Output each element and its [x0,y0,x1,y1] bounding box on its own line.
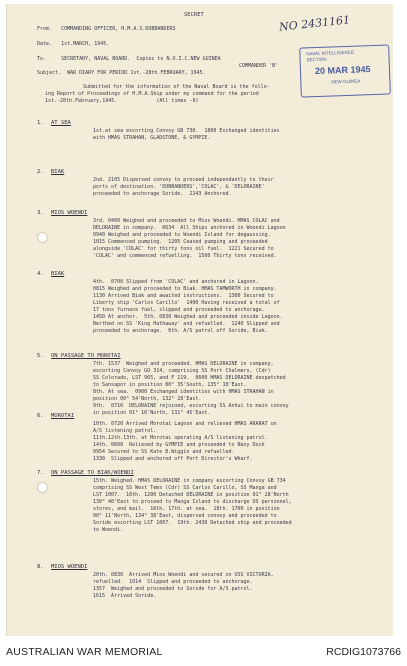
diary-entry-line: 8th. At sea. 0900 Exchanged identities with HMAS STRAHAN in [93,389,274,395]
archive-footer [0,638,407,666]
section-heading: ON PASSAGE TO BIAK/WOENDI [51,470,134,476]
header-date: Date. 1st.MARCH, 1945. [37,41,110,47]
punch-hole [37,232,48,243]
diary-entry-line: 17 tons furnace fuel, slipped and proceeded to anchorage. [93,307,265,313]
diary-entry-line: with HMAS STRAHAN, GLADSTONE, & GYMPIE. [93,135,211,141]
diary-entry-line: 15th. Weighed. HMAS DELORAINE in company escorting Convoy GB 734 [93,478,286,484]
diary-entry-line: escorting Convoy GO 314, comprising SS Port Chalmers, (Cdr) [93,368,271,374]
section-number: 7. [37,470,44,476]
intro-line: 1st.-28th.February,1945. (All times -9) [45,98,199,104]
diary-entry-line: 1615 Arrived Soride. [93,593,157,599]
diary-entry-line: 1450 At anchor. 5th. 0830 Weighed and proceeded inside Lagoon. [93,314,283,320]
section-heading: BIAK [51,271,65,277]
diary-entry-line: 0940 Weighed and proceeded to Woendi Island for degaussing. [93,232,271,238]
diary-entry-line: 00° 11'North, 134° 38'East, dispersed convoy and proceeded to [93,513,277,519]
punch-hole [37,482,48,493]
diary-entry-line: 9th. 0710 DELORAINE rejoined, escorting SS Anhui to main convoy [93,403,289,409]
diary-entry-line: proceeded to anchorage. 6th. A/S patrol off Soride, Biak. [93,328,268,334]
diary-entry-line: 1130 Arrived Biak and awaited instructions. 1300 Secured to [93,293,274,299]
diary-entry-line: 3rd. 0400 Weighed and proceeded to Mios Woendi. HMAS COLAC and [93,218,280,224]
handwritten-reference: NO 2431161 [278,13,351,34]
diary-entry-line: to Sansapor in position 00° 35'South, 135° 10'East. [93,382,247,388]
diary-entry-line: ports of destination. 'DUBBANDERS','COLAC', & 'DELORAINE' [93,184,265,190]
diary-entry-line: proceeded to anchorage Soride. 2243 Anchored. [93,191,232,197]
stamp-place: NEW GUINEA [331,78,361,85]
diary-entry-line: refuelled. 1014 Slipped and proceeded to anchorage. [93,579,253,585]
stamp-org: NAVAL INTELLIGENCE [306,49,355,57]
diary-entry-line: 11th.12th.13th. at Morotai operating A/S listening patrol. [93,435,268,441]
diary-entry-line: stores, and mail. 16th. 17th. at sea. 18th. 1700 in position [93,506,280,512]
diary-entry-line: Liberty ship 'Carlos Carillo' 1400 Having received a total of [93,300,280,306]
diary-entry-line: 2nd. 2105 Dispersed convoy to proceed independantly to their [93,177,274,183]
header-to-commander: COMMANDER 'B' [239,63,279,69]
diary-entry-line: 10th. 0720 Arrived Morotai Lagoon and relieved HMAS ARARAT on [93,421,277,427]
intro-line: Submitted for the information of the Naval Board is the follo- [83,84,270,90]
diary-entry-line: 1st.at sea escorting Convoy GB 730. 1800 Exchanged identities [93,128,280,134]
diary-entry-line: DELORAINE in company. 0634 All Ships anchored in Woendi Lagoon [93,225,286,231]
diary-entry-line: comprising SS West Tems (Cdr) SS Carlos Carillo, SS Manga and [93,485,277,491]
section-number: 6. [37,413,44,419]
diary-entry-line: in position 01° 16'North, 131° 45'East. [93,410,211,416]
section-heading: ON PASSAGE TO MOROTAI [51,353,121,359]
section-number: 1. [37,120,44,126]
section-number: 2. [37,169,44,175]
diary-entry-line: 4th. 0700 Slipped from 'COLAC' and anchored in Lagoon. [93,279,259,285]
diary-entry-line: 7th. 1537 Weighed and proceeded. HMAS DELORAINE in company, [93,361,274,367]
diary-entry-line: 1357 Weighed and proceeded to Soride for A/S patrol. [93,586,253,592]
section-heading: MIOS WOENDI [51,210,88,216]
header-from: From. COMMANDING OFFICER, H.M.A.S.DUBBANDERS [37,26,176,32]
section-heading: BIAK [51,169,65,175]
diary-entry-line: 20th. 0830 Arrived Mios Woendi and secured on USS VICTORIA, [93,572,274,578]
diary-entry-line: 0815 Weighed and proceeded to Biak. HMAS TAMWORTH in company. [93,286,277,292]
diary-entry-line: to Woendi. [93,527,124,533]
diary-entry-line: Berthed on SS 'King Hathaway' and refuelled. 1240 Slipped and [93,321,280,327]
classification-marking: SECRET [184,12,204,18]
intro-line: ing Report of Proceedings of H.M.A.Ship under my command for the period [45,91,259,97]
diary-entry-line: 130° 40'East to proceed to Manga Island to discharge US personnel, [93,499,292,505]
diary-entry-line: 14th. 0600 Relieved by GYMPIE and proceeded to Navy Dock [93,442,265,448]
header-to: To. SECRETARY, NAVAL BOARD. Copies to N.O.I.C.NEW GUINEA [37,56,221,62]
diary-entry-line: position 00° 54'North, 132° 28'East. [93,396,202,402]
section-number: 3. [37,210,44,216]
diary-entry-line: A/S listening patrol. [93,428,157,434]
diary-entry-line: 1330 Slipped and anchored off Port Director's Wharf. [93,456,253,462]
diary-entry-line: SS Colorado, LST 965, and F 119. 0600 HMAS DELORAINE despatched [93,375,286,381]
diary-entry-line: 'COLAC' and commenced refuelling. 1500 Thirty tons received. [93,253,277,259]
section-heading: MOROTAI [51,413,75,419]
diary-entry-line: LST 1007. 16th. 1200 Detached DELORAINE in position 01° 28'North [93,492,289,498]
section-heading: MIOS WOENDI [51,564,88,570]
record-id: RCDIG1073766 [326,646,401,658]
diary-entry-line: 1015 Commenced pumping. 1205 Ceased pumping and proceeded [93,239,268,245]
section-number: 8. [37,564,44,570]
section-number: 5. [37,353,44,359]
header-subject: Subject. WAR DIARY FOR PERIOD 1st.-28th.FEBRUARY, 1945. [37,70,206,76]
section-number: 4. [37,271,44,277]
diary-entry-line: 0954 Secured to SS Kate B.Wiggin and refuelled. [93,449,235,455]
diary-entry-line: alongside 'COLAC' for thirty tons oil fuel. 1221 Secured to [93,246,274,252]
stamp-org-section: SECTION [306,56,327,63]
section-heading: AT SEA [51,120,71,126]
diary-entry-line: Soride escorting LST 1007. 19th. 2430 Detached ship and proceeded [93,520,292,526]
document-page [6,4,393,636]
stamp-date: 20 MAR 1945 [314,64,371,77]
institution-name: AUSTRALIAN WAR MEMORIAL [6,646,163,658]
received-stamp [299,44,391,97]
